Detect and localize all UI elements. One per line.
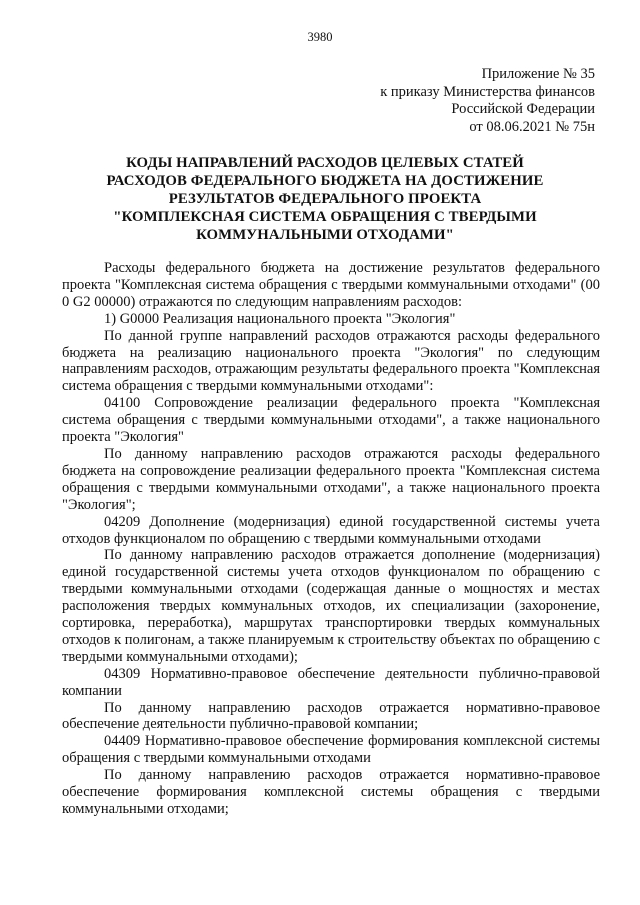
code-04309-description: По данному направлению расходов отражается нормативно-правовое обеспечение деятельности публично-правовой компании; <box>62 699 600 733</box>
code-04100-heading: 04100 Сопровождение реализации федерального проекта "Комплексная система обращения с твердыми коммунальными отходами", а также национального проекта "Экология" <box>62 395 600 446</box>
document-title <box>60 154 590 244</box>
group-heading-g0000: 1) G0000 Реализация национального проекта "Экология" <box>104 310 456 327</box>
title-line-1: КОДЫ НАПРАВЛЕНИЙ РАСХОДОВ ЦЕЛЕВЫХ СТАТЕЙ <box>126 155 524 171</box>
code-04309-heading: 04309 Нормативно-правовое обеспечение деятельности публично-правовой компании <box>62 665 600 699</box>
intro-paragraph: Расходы федерального бюджета на достижение результатов федерального проекта "Комплексная система обращения с твердыми коммунальными отходами" (00 0 G2 00000) отражаются по следующим направлениям расходов: <box>62 260 600 310</box>
appendix-line-2: к приказу Министерства финансов <box>380 83 595 100</box>
title-line-3: РЕЗУЛЬТАТОВ ФЕДЕРАЛЬНОГО ПРОЕКТА <box>168 191 482 207</box>
page-number: 3980 <box>307 30 333 44</box>
title-line-2: РАСХОДОВ ФЕДЕРАЛЬНОГО БЮДЖЕТА НА ДОСТИЖЕНИЕ <box>106 173 544 189</box>
code-04409-heading: 04409 Нормативно-правовое обеспечение формирования комплексной системы обращения с твердыми коммунальными отходами <box>62 733 600 767</box>
group-description-paragraph: По данной группе направлений расходов отражаются расходы федерального бюджета на реализацию национального проекта "Экология" по следующим направлениям расходов, отражающим результаты федерального проекта "Комплексная система обращения с твердыми коммунальными отходами": <box>62 327 601 395</box>
title-line-5: КОММУНАЛЬНЫМИ ОТХОДАМИ" <box>196 227 454 243</box>
document-body <box>62 260 600 818</box>
code-04409-description: По данному направлению расходов отражается нормативно-правовое обеспечение формирования комплексной системы обращения с твердыми коммунальными отходами; <box>62 767 600 817</box>
appendix-line-4: от 08.06.2021 № 75н <box>469 118 595 135</box>
code-04100-description: По данному направлению расходов отражаются расходы федерального бюджета на сопровождение реализации федерального проекта "Комплексная система обращения с твердыми коммунальными отходами", а также национального проекта "Экология"; <box>62 445 600 513</box>
code-04209-description: По данному направлению расходов отражается дополнение (модернизация) единой государственной системы учета отходов функционалом по обращению с твердыми коммунальными отходами (содержащая данные о мощностях и местах расположения твердых коммунальных отходов, их специализации (захоронение, сортировка, переработка), маршрутах транспортировки твердых коммунальных отходов к полигонам, а также планируемым к строительству объектах по обращению с твердыми коммунальными отходами); <box>62 547 600 665</box>
appendix-line-3: Российской Федерации <box>451 101 595 117</box>
code-04209-heading: 04209 Дополнение (модернизация) единой государственной системы учета отходов функционалом по обращению с твердыми коммунальными отходами <box>62 513 600 547</box>
appendix-line-1: Приложение № 35 <box>481 66 595 82</box>
appendix-reference <box>380 66 595 136</box>
title-line-4: "КОМПЛЕКСНАЯ СИСТЕМА ОБРАЩЕНИЯ С ТВЕРДЫМИ <box>113 209 537 225</box>
